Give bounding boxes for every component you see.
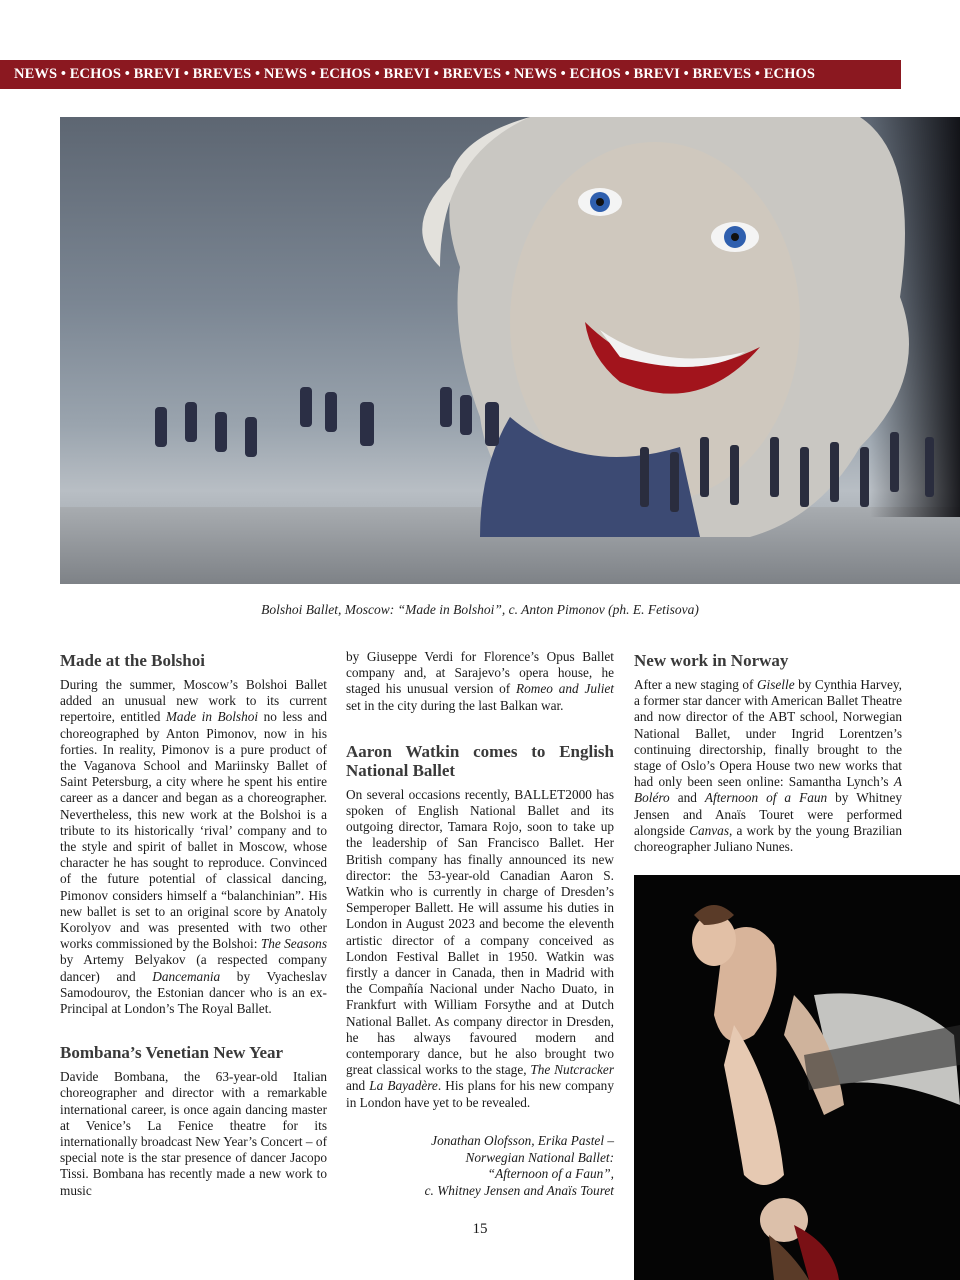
heading-bombana: Bombana’s Venetian New Year	[60, 1043, 284, 1063]
article-bombana-body-part1: Davide Bombana, the 63-year-old Italian choreographer and director with a remarkable international career, is once again dancing master at Venice’s La Fenice theatre for its internationally broadcast New Year’s Concert – of special note is the star presence of dancer Jacopo Tissi. Bombana has recently made a new work to music	[60, 1069, 327, 1198]
page-number: 15	[472, 1221, 488, 1237]
article-bombana-body-part2: by Giuseppe Verdi for Florence’s Opus Ballet company and, at Sarajevo’s opera house, he staged his unusual version of Romeo and Juliet set in the city during the last Balkan war.	[346, 649, 614, 713]
photo2-caption-line2: Norwegian National Ballet:	[465, 1149, 614, 1165]
heading-new-work-norway: New work in Norway	[634, 651, 789, 670]
photo2-caption-line4: c. Whitney Jensen and Anaïs Touret	[424, 1182, 614, 1198]
dancers-illustration	[634, 875, 960, 1280]
hero-caption: Bolshoi Ballet, Moscow: “Made in Bolshoi”, c. Anton Pimonov (ph. E. Fetisova)	[261, 602, 699, 617]
article-made-at-bolshoi-body: During the summer, Moscow’s Bolshoi Ballet added an unusual new work to its current repertoire, entitled Made in Bolshoi no less and choreographed by Anton Pimonov, now in his forties. In reality, Pimonov is a pure product of the Vaganova School and Mariinsky Ballet of Saint Petersburg, a city where he spent his entire career as a dancer and began as a choreographer. Nevertheless, this new work at the Bolshoi is a tribute to its historically ‘rival’ company and to the style and spirit of ballet in Moscow, whose character he has sought to reproduce. Convinced of the future potential of classical dancing, Pimonov considers himself a “balanchinian”. His new ballet is set to an original score by Anatoly Korolyov and was presented with two other works commissioned by the Bolshoi: The Seasons by Artemy Belyakov (a respected company dancer) and Dancemania by Vyacheslav Samodourov, the Estonian dancer who is an ex-Principal at London’s The Royal Ballet.	[60, 677, 327, 1017]
photo2-caption	[380, 1133, 614, 1199]
column-1	[60, 651, 327, 1199]
column-3	[634, 651, 902, 855]
article-aaron-watkin-body: On several occasions recently, BALLET2000 has spoken of English National Ballet and its outgoing director, Tamara Rojo, soon to take up the leadership of San Francisco Ballet. Her British company has finally announced its new director: the 53-year-old Canadian Aaron S. Watkin who is currently in charge of Dresden’s Semperoper Ballett. He will assume his duties in London in August 2023 and become the eleventh artistic director of a company conceived as London Festival Ballet in 1950. Watkin was firstly a dancer in Canada, then in Madrid with the Compañía Nacional under Nacho Duato, in Frankfurt with William Forsythe and at Dutch National Ballet. As company director in Dresden, he has always favoured modern and contemporary dance, but he also brought two great classical works to the stage, The Nutcracker and La Bayadère. His plans for his new company in London have yet to be revealed.	[346, 786, 614, 1110]
heading-made-at-bolshoi: Made at the Bolshoi	[60, 651, 205, 670]
photo2-caption-line1: Jonathan Olofsson, Erika Pastel –	[431, 1133, 614, 1148]
stage-illustration	[60, 117, 960, 584]
column-2	[346, 649, 614, 1111]
article-norway-body: After a new staging of Giselle by Cynthia Harvey, a former star dancer with American Ballet Theatre and now director of the ABT school, Norwegian National Ballet, under Ingrid Lorentzen’s continuing directorship, finally brought to the stage of Oslo’s Opera House two new works that had only been seen online: Samantha Lynch’s A Boléro and Afternoon of a Faun by Whitney Jensen and Anaïs Touret were performed alongside Canvas, a work by the young Brazilian choreographer Juliano Nunes.	[634, 677, 903, 855]
hero-photo-bolshoi-stage	[60, 117, 960, 584]
photo2-caption-line3: “Afternoon of a Faun”,	[487, 1166, 614, 1181]
heading-aaron-watkin: Aaron Watkin comes to English National Ballet	[346, 741, 614, 780]
dancers-left-group	[155, 387, 499, 457]
section-banner: NEWS • ECHOS • BREVI • BREVES • NEWS • ECHOS • BREVI • BREVES • NEWS • ECHOS • BREVI • BREVES • ECHOS	[0, 60, 901, 89]
photo-afternoon-of-a-faun	[634, 875, 960, 1280]
